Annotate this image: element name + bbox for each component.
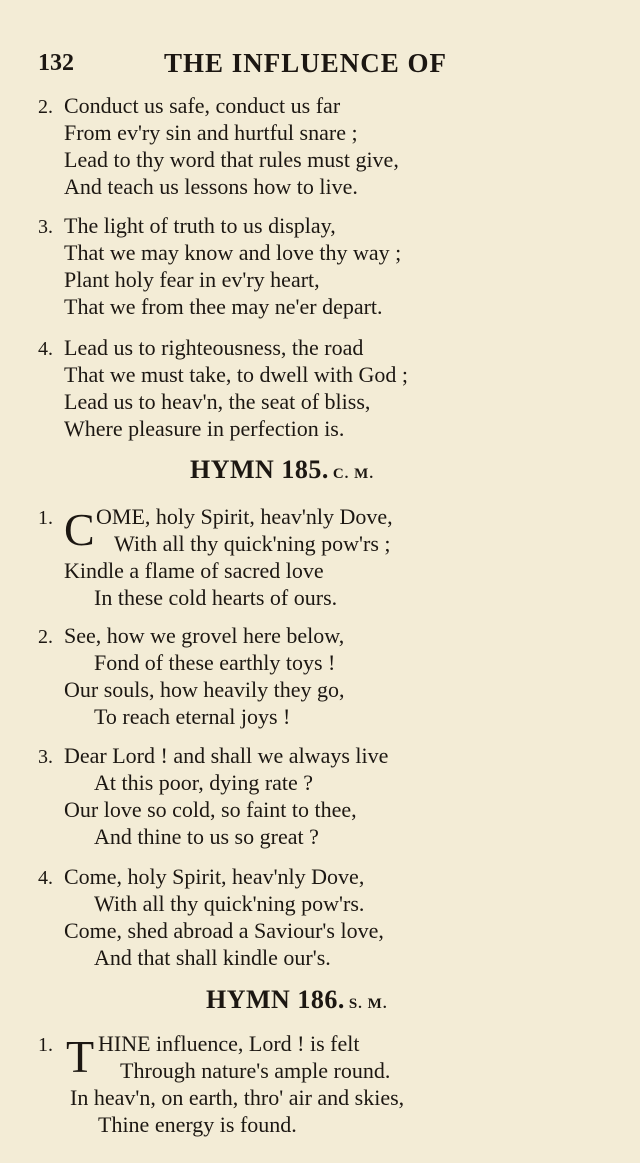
hymn-meter: S. M. [348,996,388,1012]
verse-line: 2. See, how we grovel here below, [38,622,618,649]
verse-line: Lead to thy word that rules must give, [64,147,399,172]
verse-number: 2. [38,96,53,118]
hymn185-verse-2 [38,622,618,730]
page-number: 132 [38,50,74,76]
verse-line: 4. Come, holy Spirit, heav'nly Dove, [38,863,618,890]
verse-line: Through nature's ample round. [120,1058,391,1083]
running-title: THE INFLUENCE OF [164,48,448,78]
verse-line: Our souls, how heavily they go, [64,677,345,702]
hymn-title: HYMN 185. [190,455,329,484]
verse-line: Come, shed abroad a Saviour's love, [64,918,384,943]
hymn-meter: C. M. [332,466,375,482]
verse-number: 3. [38,746,53,768]
verse-line: 2. Conduct us safe, conduct us far [38,92,618,119]
verse-line: Lead us to heav'n, the seat of bliss, [64,389,371,414]
verse-line: And that shall kindle our's. [94,945,331,970]
verse-line: To reach eternal joys ! [94,704,291,729]
verse-number: 1. [38,507,53,529]
verse-number: 1. [38,1034,53,1056]
hymn185-verse-3 [38,742,618,850]
drop-cap: C [64,504,95,555]
hymn186-verse-1 [38,1030,618,1138]
running-head [38,46,478,80]
verse-line: And thine to us so great ? [94,824,319,849]
verse-line: 1. HINE influence, Lord ! is felt [38,1030,618,1057]
hymn185-verse-1 [38,503,618,611]
verse-line: Plant holy fear in ev'ry heart, [64,267,320,292]
verse-line: That we may know and love thy way ; [64,240,402,265]
verse-number: 2. [38,626,53,648]
verse-line: Fond of these earthly toys ! [94,650,336,675]
hymn184-verse-3 [38,212,618,320]
verse-line: From ev'ry sin and hurtful snare ; [64,120,358,145]
verse-line: Thine energy is found. [98,1112,297,1137]
verse-line: Our love so cold, so faint to thee, [64,797,357,822]
verse-line: That we from thee may ne'er depart. [64,294,383,319]
hymn-185-heading [190,455,374,485]
verse-line: With all thy quick'ning pow'rs ; [114,531,391,556]
verse-line: With all thy quick'ning pow'rs. [94,891,365,916]
verse-number: 4. [38,867,53,889]
drop-cap: T [66,1031,95,1082]
verse-line: In heav'n, on earth, thro' air and skies, [70,1085,405,1110]
hymn184-verse-4 [38,334,618,442]
hymn185-verse-4 [38,863,618,971]
verse-line: And teach us lessons how to live. [64,174,358,199]
verse-line: That we must take, to dwell with God ; [64,362,408,387]
verse-line: Where pleasure in perfection is. [64,416,345,441]
verse-line: At this poor, dying rate ? [94,770,314,795]
hymn184-verse-2 [38,92,618,200]
verse-line: 1. OME, holy Spirit, heav'nly Dove, [38,503,618,530]
verse-line: 4. Lead us to righteousness, the road [38,334,618,361]
verse-line: Kindle a flame of sacred love [64,558,324,583]
verse-line: 3. Dear Lord ! and shall we always live [38,742,618,769]
hymn-186-heading [206,985,388,1015]
verse-number: 3. [38,216,53,238]
verse-number: 4. [38,338,53,360]
hymn-title: HYMN 186. [206,985,345,1014]
verse-line: 3. The light of truth to us display, [38,212,618,239]
verse-line: In these cold hearts of ours. [94,585,338,610]
